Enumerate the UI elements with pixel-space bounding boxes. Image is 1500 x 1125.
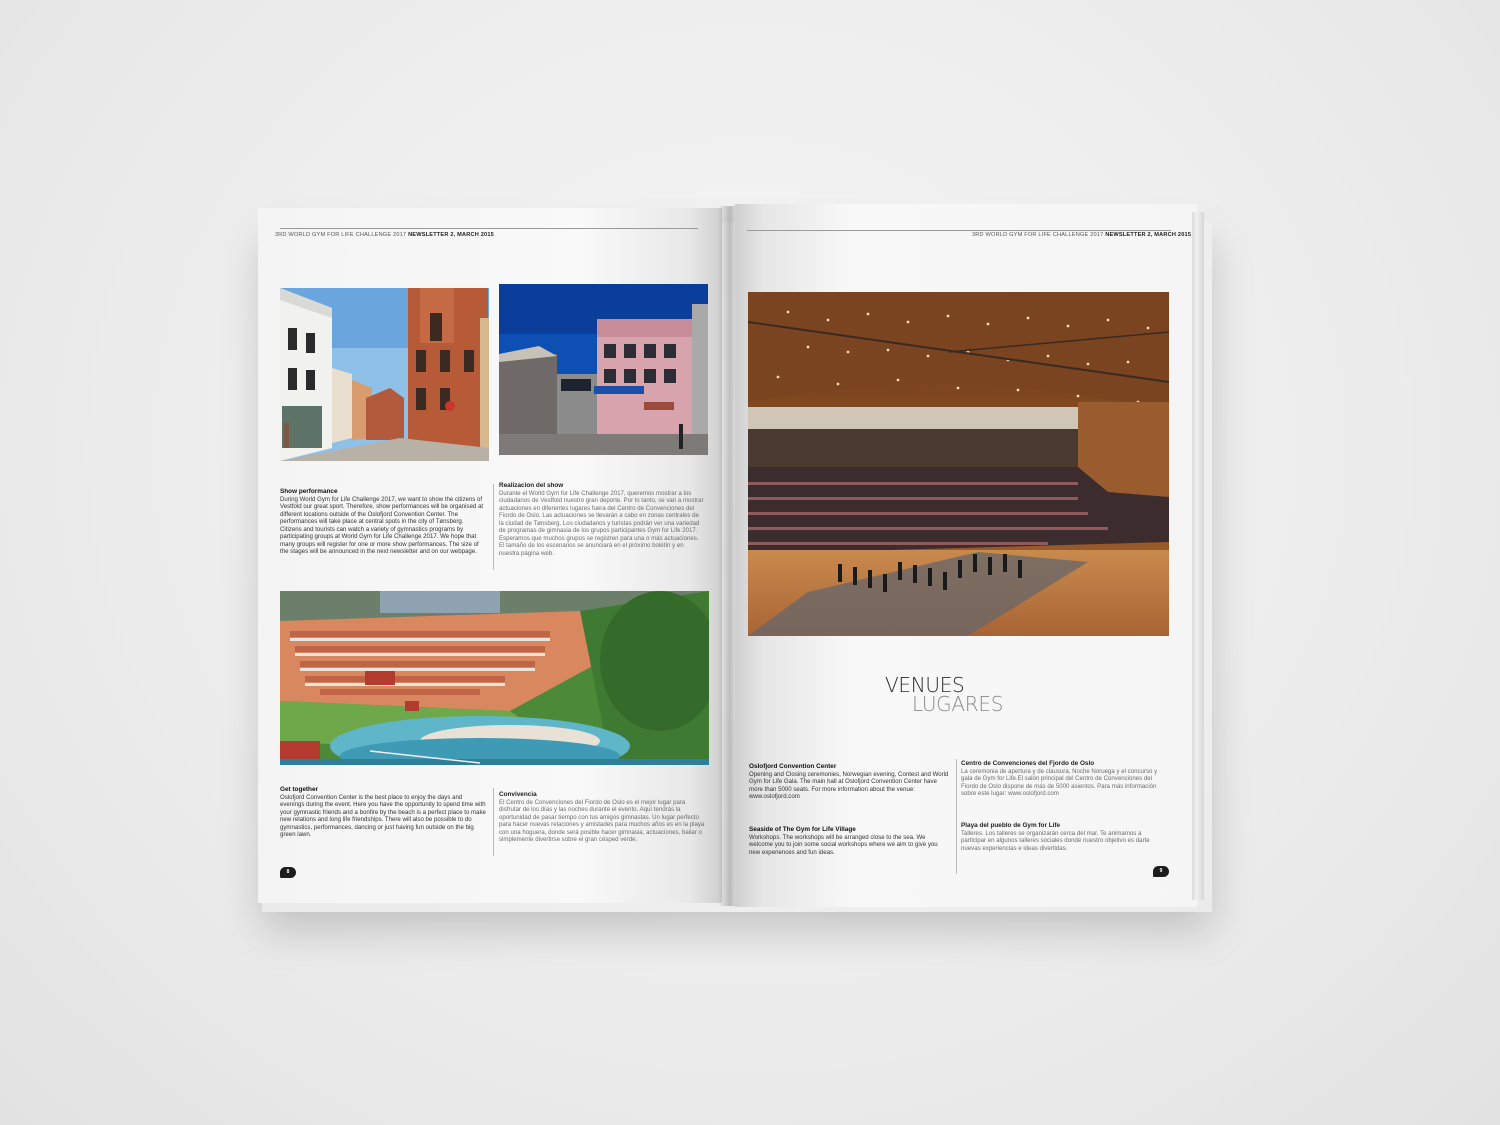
- venues-title-en: VENUES: [885, 673, 965, 697]
- oslofjord-en: [749, 763, 949, 801]
- oslofjord-heading: Oslofjord Convention Center: [749, 763, 837, 770]
- centro-body: La ceremonia de apertura y de clausura, Noche Noruega y el concurso y gala de Gym for Life.El salón principal del Centro de Convenciones del Fiordo de Oslo dispone de más de 5000 asientos. Para más información sobre este lugar: www.oslofjord.com: [961, 767, 1158, 797]
- playa-body: Talleres. Los talleres se organizarán cerca del mar. Te animamos a participar en algunos talleres sociales donde nuestro objetivo es darte nuevas experiencias e ideas divertidas.: [961, 829, 1150, 852]
- page-header: [972, 232, 1191, 238]
- get-together-en: [280, 786, 488, 839]
- street-photo: [280, 288, 489, 461]
- column-divider: [493, 788, 494, 856]
- square-photo: [499, 284, 708, 455]
- show-performance-en: [280, 488, 486, 556]
- playa-heading: Playa del pueblo de Gym for Life: [961, 822, 1061, 829]
- centro-heading: Centro de Convenciones del Fjordo de Oslo: [961, 760, 1095, 767]
- header-issue: NEWSLETTER 2, MARCH 2015: [408, 232, 494, 238]
- convivencia-body: El Centro de Convenciones del Fiordo de Oslo es el mejor lugar para disfrutar de los días y las noches durante el evento. Aquí tendrás la oportunidad de pasar tiempo con tus amigos gimnastas. Un lugar perfecto para hacer nuevas relaciones y amistades para muchos años es en la playa con una hoguera, donde será posible hacer gimnasia, actuaciones, bailar o simplemente divertirse sobre el gran césped verde.: [499, 798, 705, 843]
- get-together-es: [499, 791, 707, 844]
- header-series: 3RD WORLD GYM FOR LIFE CHALLENGE 2017: [972, 232, 1104, 238]
- village-es: [961, 822, 1167, 852]
- realizacion-heading: Realizacion del show: [499, 482, 564, 489]
- left-page: [258, 208, 722, 903]
- header-rule: [747, 230, 1171, 231]
- get-together-body: Oslofjord Convention Center is the best place to enjoy the days and evenings during the event. Here you have the opportunity to spend time with your gymnastic friends and a bonfire by the beach is a perfect place to make new relations and long life friendships. There will also be possible to do gymnastics, performances, dancing or just having fun outside on the big green lawn.: [280, 793, 486, 838]
- oslofjord-body: Opening and Closing ceremonies, Norwegian evening, Contest and World Gym for Life Gala. The main hall at Oslofjord Convention Center have more than 5000 seats. For more information about the venue: www.oslofjord.com: [749, 770, 949, 800]
- page-number-8: 8: [280, 867, 296, 878]
- show-performance-heading: Show performance: [280, 488, 338, 495]
- village-body: Workshops. The workshops will be arranged close to the sea. We welcome you to join some social workshops where we aim to give you new experiences and fun ideas.: [749, 833, 938, 856]
- convivencia-heading: Convivencia: [499, 791, 537, 798]
- right-page: [735, 204, 1197, 907]
- column-divider: [956, 759, 957, 874]
- get-together-heading: Get together: [280, 786, 318, 793]
- show-performance-es: [499, 482, 705, 557]
- header-rule: [280, 228, 698, 229]
- page-header: [275, 232, 494, 238]
- show-performance-body: During World Gym for Life Challenge 2017, we want to show the citizens of Vestfold our great sport. Therefore, show performances will be organised at different locations outside of the Oslofjord Convention Center. The performances will take place at central spots in the city of Tønsberg. Citizens and tourists can watch a variety of gymnastics programs by participating groups at World Gym for Life Challenge 2017. We hope that many groups will register for one or more show performances. The size of the stages will be announced in the next newsletter and on our webpage.: [280, 495, 484, 555]
- oslofjord-es: [961, 760, 1167, 798]
- venues-title: [885, 673, 1004, 716]
- header-issue: NEWSLETTER 2, MARCH 2015: [1105, 232, 1192, 238]
- village-heading: Seaside of The Gym for Life Village: [749, 826, 856, 833]
- village-en: [749, 826, 949, 856]
- realizacion-body: Durante el World Gym for Life Challenge 2017, queremos mostrar a los ciudadanos de Vestfold nuestro gran deporte. Por lo tanto, se van a mostrar actuaciones en diferentes lugares fuera del Centro de Convenciones del Fiordo de Oslo. Las actuaciones se llevarán a cabo en zonas centrales de la ciudad de Tønsberg. Los ciudadanos y turistas podrán ver una variedad de programas de gimnasia de los grupos participantes Gym for Life 2017. Esperamos que muchos grupos se registren para una o más actuaciones. El tamaño de los escenarios se anunciará en el próximo boletín y en nuestra página web.: [499, 489, 704, 557]
- arena-photo: [748, 292, 1169, 636]
- page-edge: [1192, 212, 1204, 900]
- village-aerial-photo: [280, 591, 709, 765]
- venues-title-es: LUGARES: [912, 692, 1004, 716]
- header-series: 3RD WORLD GYM FOR LIFE CHALLENGE 2017: [274, 232, 407, 238]
- column-divider: [493, 484, 494, 570]
- page-number-9: 9: [1153, 866, 1169, 877]
